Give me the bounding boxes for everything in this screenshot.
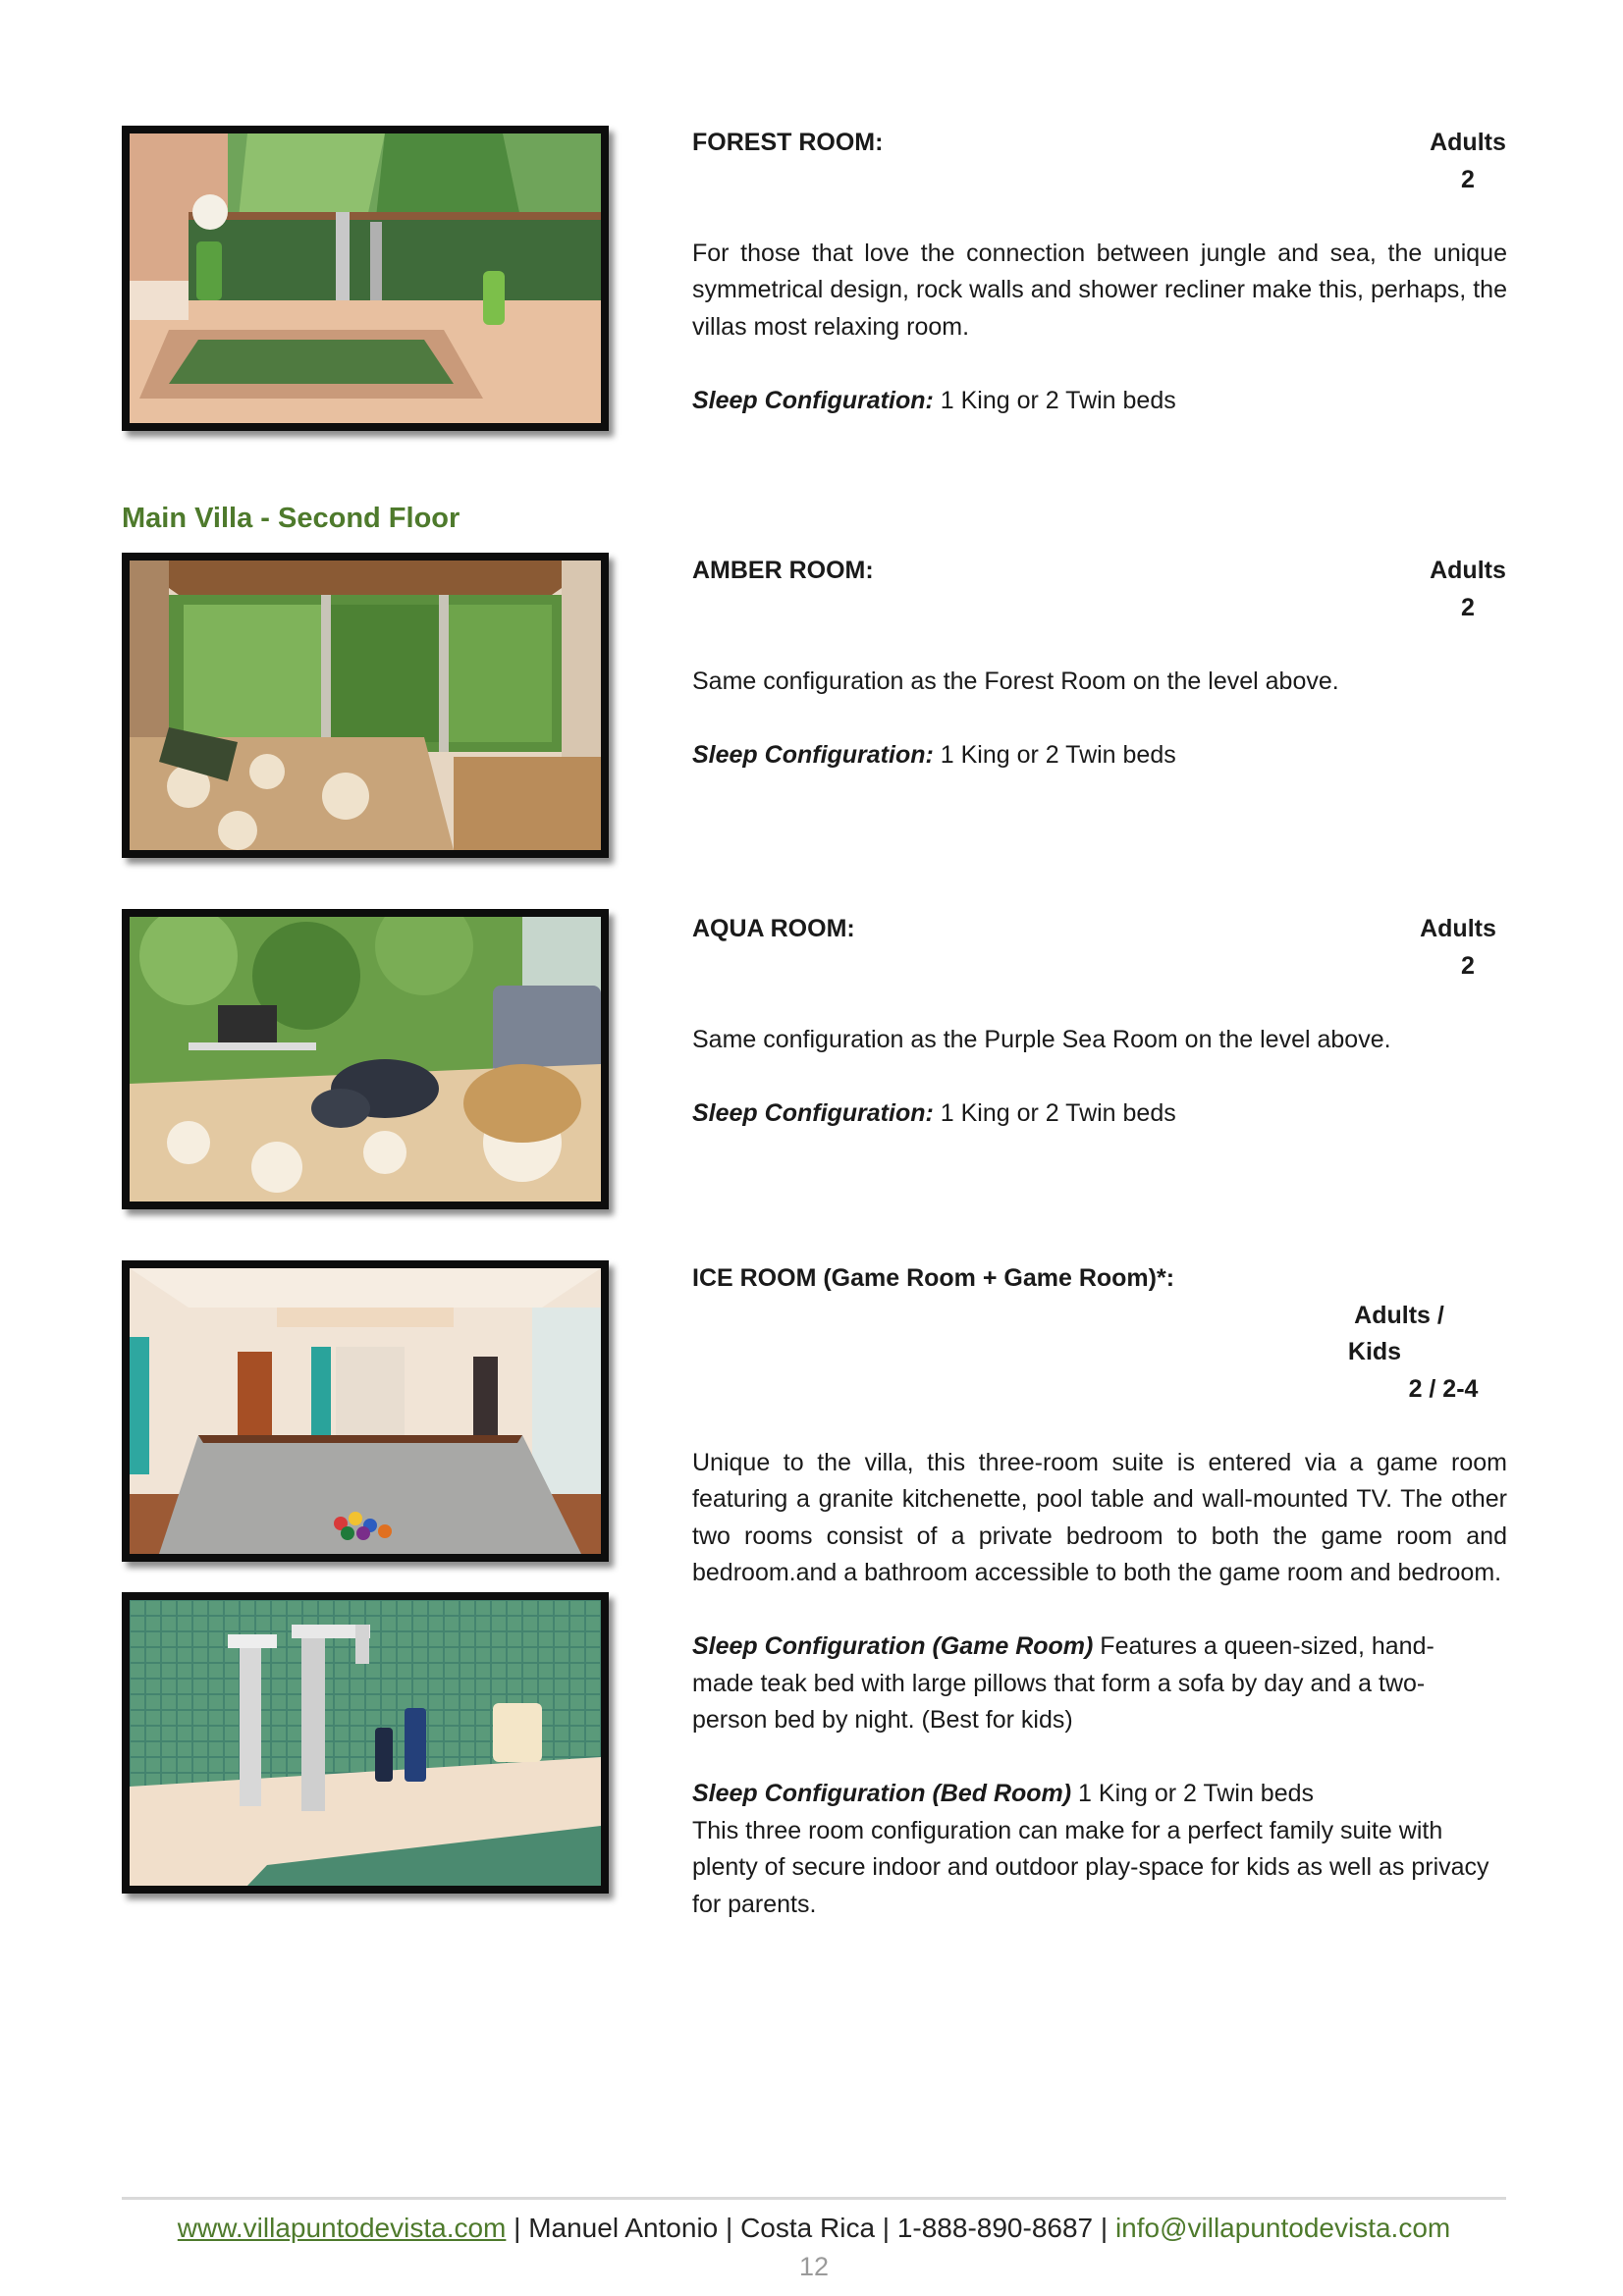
sleep-value: 1 King or 2 Twin beds	[933, 1098, 1176, 1127]
occupancy-value: 2	[1461, 951, 1475, 980]
sleep-configuration	[692, 383, 1507, 420]
aqua-room-photo	[122, 909, 609, 1209]
sleep-configuration	[692, 1095, 1507, 1133]
room-title: FOREST ROOM:	[692, 129, 884, 156]
sleep-label: Sleep Configuration (Bed Room)	[692, 1780, 1072, 1807]
aqua-room-block	[692, 911, 1507, 1132]
forest-room-photo	[122, 126, 609, 431]
sleep-value: 1 King or 2 Twin beds	[933, 740, 1176, 769]
email-link[interactable]: info@villapuntodevista.com	[1114, 2213, 1451, 2243]
occupancy-value: 2	[1461, 593, 1475, 621]
section-heading: Main Villa - Second Floor	[122, 503, 460, 534]
sleep-value: 1 King or 2 Twin beds	[1071, 1780, 1315, 1807]
occupancy-value: 2	[1461, 165, 1475, 193]
occupancy-label: Adults	[1420, 915, 1496, 942]
room-title: ICE ROOM (Game Room + Game Room)*:	[692, 1264, 1175, 1292]
occupancy-value: 2 / 2-4	[1408, 1374, 1479, 1403]
occupancy-label: Adults	[1430, 557, 1506, 584]
room-title: AMBER ROOM:	[692, 557, 874, 584]
room-description: Same configuration as the Forest Room on the level above.	[692, 667, 1339, 695]
forest-room-block	[692, 125, 1507, 419]
ice-room-block	[692, 1260, 1507, 1923]
sleep-configuration-game-room	[692, 1629, 1478, 1739]
occupancy-label-kids: Kids	[1347, 1338, 1402, 1365]
ice-room-bath-photo	[122, 1592, 609, 1894]
amber-room-photo	[122, 553, 609, 858]
sleep-label: Sleep Configuration:	[692, 740, 934, 769]
ice-room-game-photo	[122, 1260, 609, 1562]
occupancy-label-adults: Adults /	[1354, 1301, 1444, 1329]
occupancy-label: Adults	[1430, 129, 1506, 156]
sleep-value: Features a queen-sized, hand-made teak bed with large pillows that form a sofa by day and a two-person bed by night. (Best for kids)	[692, 1632, 1434, 1734]
sleep-configuration-bed-room	[692, 1776, 1507, 1813]
room-title: AQUA ROOM:	[692, 915, 855, 942]
sleep-label: Sleep Configuration (Game Room)	[692, 1632, 1094, 1660]
amber-room-block	[692, 553, 1507, 774]
room-description: For those that love the connection between jungle and sea, the unique symmetrical design, rock walls and shower recliner make this, perhaps, the villas most relaxing room.	[692, 239, 1507, 341]
page-number: 12	[798, 2252, 830, 2281]
room-description: Unique to the villa, this three-room suite is entered via a game room featuring a granite kitchenette, pool table and wall-mounted TV. The other two rooms consist of a private bedroom to both the game room and bedroom.and a bathroom accessible to both the game room and bedroom.	[692, 1448, 1507, 1586]
sleep-label: Sleep Configuration:	[692, 1098, 934, 1127]
footer	[122, 2213, 1506, 2244]
sleep-configuration	[692, 737, 1507, 774]
closing-text: This three room configuration can make for a perfect family suite with plenty of secure indoor and outdoor play-space for kids as well as privacy for parents.	[692, 1816, 1489, 1918]
room-description: Same configuration as the Purple Sea Room on the level above.	[692, 1025, 1391, 1053]
sleep-label: Sleep Configuration:	[692, 386, 934, 414]
website-link[interactable]: www.villapuntodevista.com	[177, 2213, 507, 2243]
sleep-value: 1 King or 2 Twin beds	[933, 386, 1176, 414]
footer-divider	[122, 2197, 1506, 2200]
footer-contact-text: | Manuel Antonio | Costa Rica | 1-888-890-8687 |	[506, 2213, 1115, 2243]
